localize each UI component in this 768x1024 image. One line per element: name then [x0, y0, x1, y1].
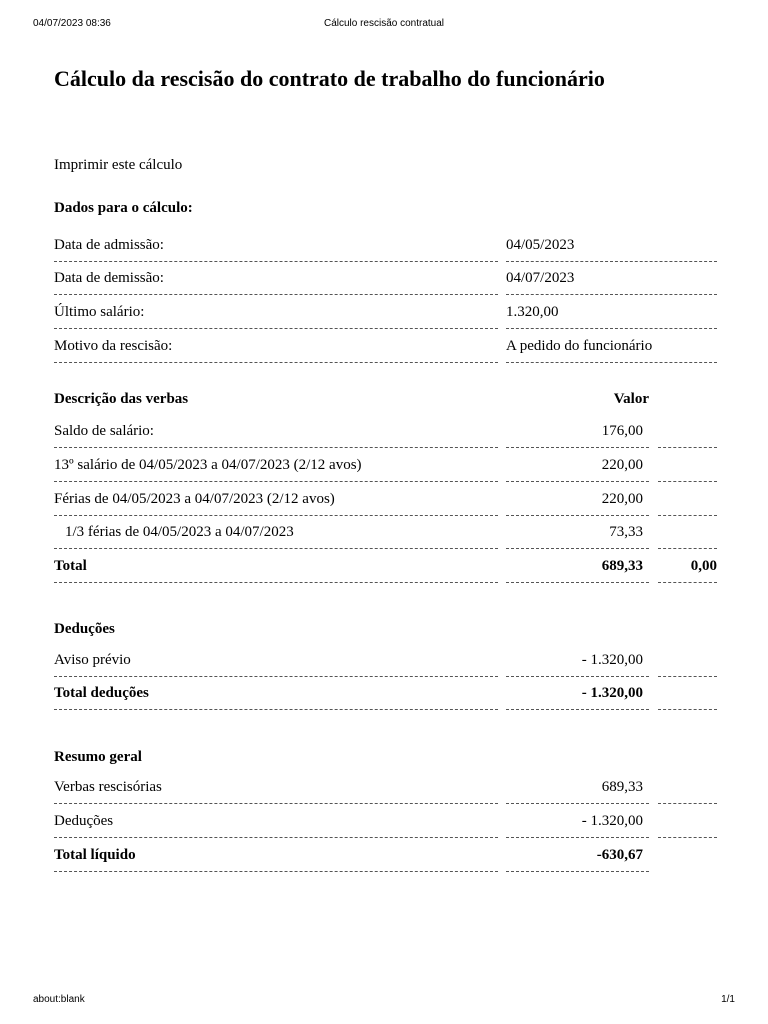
resumo-row: [0, 771, 768, 805]
verbas-value: 176,00: [506, 415, 649, 448]
deducoes-extra: [658, 644, 717, 677]
deducoes-total-value: - 1.320,00: [506, 677, 649, 710]
verbas-value: 220,00: [506, 483, 649, 516]
deducoes-label: Aviso prévio: [54, 644, 498, 677]
dados-row-salario: [0, 296, 768, 330]
dados-label: Último salário:: [54, 296, 498, 329]
deducoes-total-extra: [658, 677, 717, 710]
page-title: Cálculo da rescisão do contrato de trabalho do funcionário: [54, 66, 605, 91]
dados-value: 1.320,00: [506, 296, 717, 329]
dados-label: Data de admissão:: [54, 229, 498, 262]
resumo-total-label: Total líquido: [54, 839, 498, 872]
dados-value: A pedido do funcionário: [506, 330, 717, 363]
deducoes-value: - 1.320,00: [506, 644, 649, 677]
verbas-extra: [658, 415, 717, 448]
deducoes-total-label: Total deduções: [54, 677, 498, 710]
verbas-extra: [658, 483, 717, 516]
resumo-extra: [658, 805, 717, 838]
verbas-label: 1/3 férias de 04/05/2023 a 04/07/2023: [54, 516, 498, 549]
verbas-total-extra: 0,00: [658, 550, 717, 583]
verbas-label: Saldo de salário:: [54, 415, 498, 448]
print-link[interactable]: Imprimir este cálculo: [54, 157, 183, 173]
dados-label: Data de demissão:: [54, 262, 498, 295]
verbas-extra: [658, 449, 717, 482]
resumo-value: - 1.320,00: [506, 805, 649, 838]
resumo-label: Deduções: [54, 805, 498, 838]
resumo-total-row: [0, 839, 768, 873]
verbas-value: 220,00: [506, 449, 649, 482]
print-page-number: 1/1: [721, 994, 735, 1005]
verbas-total-value: 689,33: [506, 550, 649, 583]
verbas-label: Férias de 04/05/2023 a 04/07/2023 (2/12 avos): [54, 483, 498, 516]
verbas-label: 13º salário de 04/05/2023 a 04/07/2023 (2/12 avos): [54, 449, 498, 482]
verbas-value: 73,33: [506, 516, 649, 549]
resumo-heading: Resumo geral: [54, 749, 142, 765]
resumo-row: [0, 805, 768, 839]
verbas-row: [0, 516, 768, 550]
verbas-value-header: Valor: [613, 391, 649, 407]
dados-label: Motivo da rescisão:: [54, 330, 498, 363]
deducoes-row: [0, 644, 768, 678]
verbas-row: [0, 483, 768, 517]
dados-heading: Dados para o cálculo:: [54, 200, 193, 216]
resumo-value: 689,33: [506, 771, 649, 804]
print-url: about:blank: [33, 994, 85, 1005]
dados-value: 04/05/2023: [506, 229, 717, 262]
resumo-extra: [658, 771, 717, 804]
deducoes-total-row: [0, 677, 768, 711]
deducoes-heading: Deduções: [54, 621, 115, 637]
verbas-total-label: Total: [54, 550, 498, 583]
resumo-total-value: -630,67: [506, 839, 649, 872]
verbas-heading: Descrição das verbas: [54, 391, 189, 407]
verbas-row: [0, 449, 768, 483]
print-datetime: 04/07/2023 08:36: [33, 18, 111, 29]
verbas-total-row: [0, 550, 768, 584]
verbas-row: [0, 415, 768, 449]
dados-row-admissao: [0, 229, 768, 263]
verbas-header-row: [0, 383, 768, 417]
dados-row-motivo: [0, 330, 768, 364]
dados-row-demissao: [0, 262, 768, 296]
print-page-title: Cálculo rescisão contratual: [323, 18, 445, 29]
dados-value: 04/07/2023: [506, 262, 717, 295]
verbas-extra: [658, 516, 717, 549]
resumo-label: Verbas rescisórias: [54, 771, 498, 804]
